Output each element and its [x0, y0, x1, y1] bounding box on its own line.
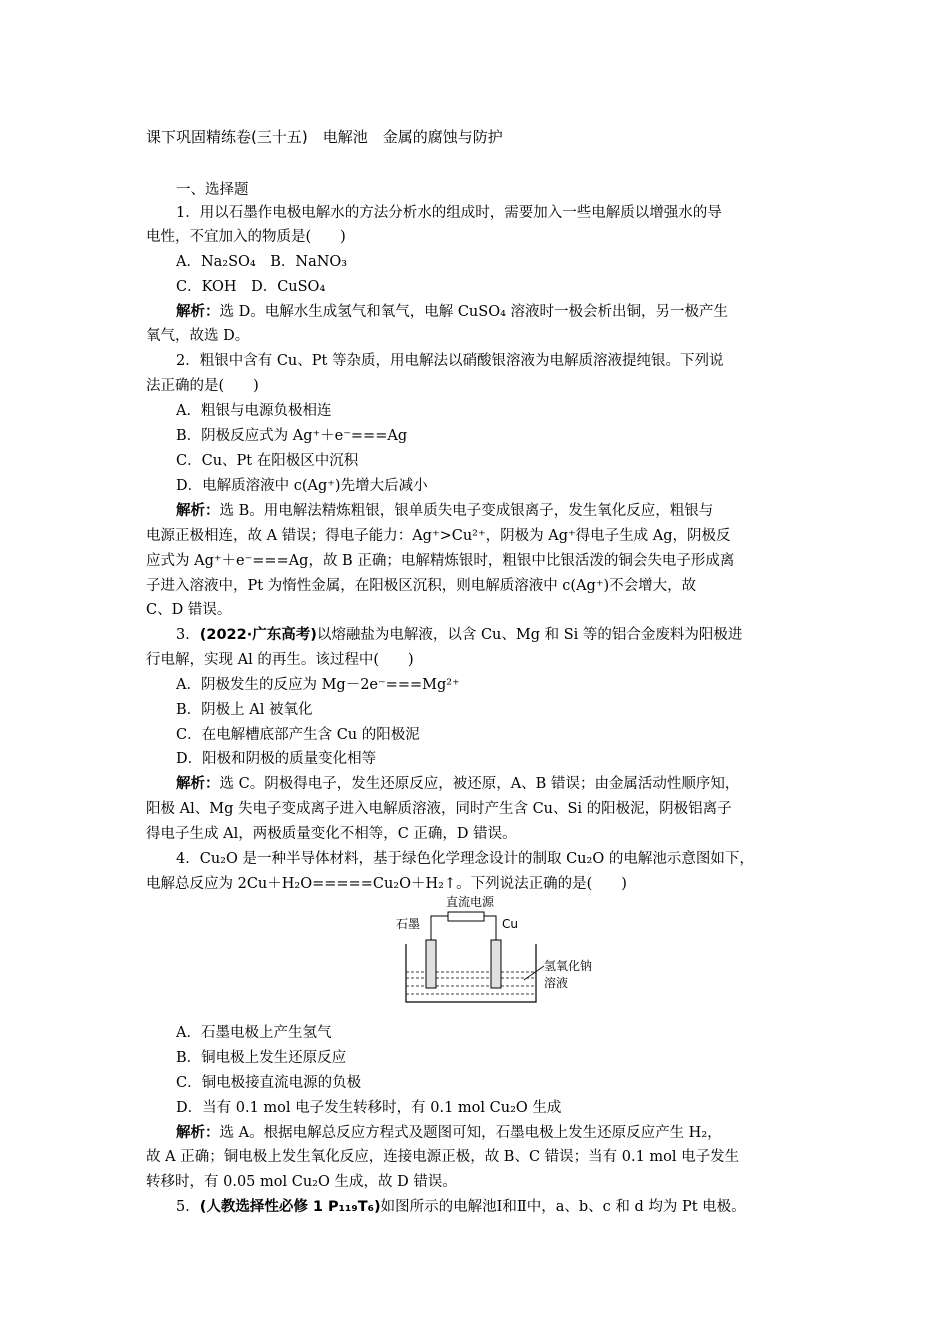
q3-option-c: C．在电解槽底部产生含 Cu 的阳极泥 [176, 727, 420, 743]
answer-text: 选 B。用电解法精炼粗银，银单质失电子变成银离子，发生氧化反应，粗银与 [219, 503, 714, 519]
q4-option-a: A．石墨电极上产生氢气 [176, 1025, 332, 1041]
q2-option-c: C．Cu、Pt 在阳极区中沉积 [176, 453, 359, 469]
answer-text: 选 C。阴极得电子，发生还原反应，被还原，A、B 错误；由金属活动性顺序知， [219, 776, 740, 792]
q4-answer-line2: 故 A 正确；铜电极上发生氧化反应，连接电源正极，故 B、C 错误；当有 0.1 mol 电子发生 [146, 1149, 740, 1165]
q2-answer-line1 [176, 501, 713, 521]
q3-option-d: D．阳极和阴极的质量变化相等 [176, 751, 377, 767]
q2-answer-line5: C、D 错误。 [146, 602, 232, 618]
q3-option-a: A．阴极发生的反应为 Mg－2e⁻===Mg²⁺ [176, 677, 460, 693]
q3-stem-line2: 行电解，实现 Al 的再生。该过程中( ) [146, 652, 414, 668]
cu-label: Cu [502, 917, 518, 931]
q4-answer-line3: 转移时，有 0.05 mol Cu₂O 生成，故 D 错误。 [146, 1174, 457, 1190]
naoh-label-line2: 溶液 [544, 976, 569, 990]
answer-label: 解析： [176, 776, 220, 792]
electrolysis-cell-svg [394, 890, 614, 1020]
q2-option-b: B．阴极反应式为 Ag⁺＋e⁻===Ag [176, 428, 408, 444]
q4-option-b: B．铜电极上发生还原反应 [176, 1050, 347, 1066]
q2-answer-line2: 电源正极相连，故 A 错误；得电子能力：Ag⁺>Cu²⁺，阴极为 Ag⁺得电子生成 Ag，阴极反 [146, 528, 731, 544]
electrolysis-cell-diagram [394, 890, 614, 1020]
q4-option-c: C．铜电极接直流电源的负极 [176, 1075, 362, 1091]
q1-options-cd: C．KOH D．CuSO₄ [176, 279, 326, 295]
q3-answer-line2: 阳极 Al、Mg 失电子变成离子进入电解质溶液，同时产生含 Cu、Si 的阳极泥，阴极铝离子 [146, 801, 732, 817]
question-text: 如图所示的电解池Ⅰ和Ⅱ中，a、b、c 和 d 均为 Pt 电极。 [380, 1199, 746, 1215]
q3-answer-line1 [176, 774, 739, 794]
q1-answer-line2: 氧气，故选 D。 [146, 328, 250, 344]
power-source-box [448, 912, 484, 921]
q2-answer-line4: 子进入溶液中，Pt 为惰性金属，在阳极区沉积，则电解质溶液中 c(Ag⁺)不会增大，故 [146, 578, 697, 594]
question-text: 以熔融盐为电解液，以含 Cu、Mg 和 Si 等的铝合金废料为阳极进 [316, 627, 743, 643]
question-source: (2022·广东高考) [199, 627, 317, 643]
q3-option-b: B．阴极上 Al 被氧化 [176, 702, 313, 718]
q1-answer-line1 [176, 302, 728, 322]
q5-stem-line1 [176, 1197, 746, 1217]
q3-answer-line3: 得电子生成 Al，两极质量变化不相等，C 正确，D 错误。 [146, 826, 517, 842]
q2-answer-line3: 应式为 Ag⁺＋e⁻===Ag，故 B 正确；电解精炼银时，粗银中比银活泼的铜会失电子形成离 [146, 553, 735, 569]
q3-stem-line1 [176, 625, 742, 645]
cu-electrode [491, 940, 501, 988]
q2-stem-line2: 法正确的是( ) [146, 378, 259, 394]
graphite-electrode [426, 940, 436, 988]
q2-option-a: A．粗银与电源负极相连 [176, 403, 332, 419]
page-title: 课下巩固精练卷(三十五) 电解池 金属的腐蚀与防护 [146, 128, 503, 146]
power-source-label: 直流电源 [446, 895, 495, 909]
graphite-label: 石墨 [396, 917, 421, 931]
q4-stem-line1: 4．Cu₂O 是一种半导体材料，基于绿色化学理念设计的制取 Cu₂O 的电解池示意图如下， [176, 851, 754, 867]
answer-label: 解析： [176, 503, 220, 519]
q1-stem-line1: 1．用以石墨作电极电解水的方法分析水的组成时，需要加入一些电解质以增强水的导 [176, 205, 722, 221]
q4-stem-line2: 电解总反应为 2Cu＋H₂O=====Cu₂O＋H₂↑。下列说法正确的是( ) [146, 876, 627, 892]
section-heading: 一、选择题 [176, 182, 249, 198]
answer-label: 解析： [176, 1125, 220, 1141]
question-source: (人教选择性必修 1 P₁₁₉T₆) [199, 1199, 381, 1215]
answer-label: 解析： [176, 304, 220, 320]
q2-stem-line1: 2．粗银中含有 Cu、Pt 等杂质，用电解法以硝酸银溶液为电解质溶液提纯银。下列说 [176, 353, 724, 369]
q2-option-d: D．电解质溶液中 c(Ag⁺)先增大后减小 [176, 478, 428, 494]
q4-answer-line1 [176, 1123, 722, 1143]
naoh-label-line1: 氢氧化钠 [544, 959, 593, 973]
q4-option-d: D．当有 0.1 mol 电子发生转移时，有 0.1 mol Cu₂O 生成 [176, 1100, 562, 1116]
q1-stem-line2: 电性，不宜加入的物质是( ) [146, 229, 346, 245]
answer-text: 选 A。根据电解总反应方程式及题图可知，石墨电极上发生还原反应产生 H₂， [219, 1125, 722, 1141]
answer-text: 选 D。电解水生成氢气和氧气，电解 CuSO₄ 溶液时一极会析出铜，另一极产生 [219, 304, 729, 320]
question-number: 3． [176, 627, 200, 643]
q1-options-ab: A．Na₂SO₄ B．NaNO₃ [176, 254, 348, 270]
question-number: 5． [176, 1199, 200, 1215]
